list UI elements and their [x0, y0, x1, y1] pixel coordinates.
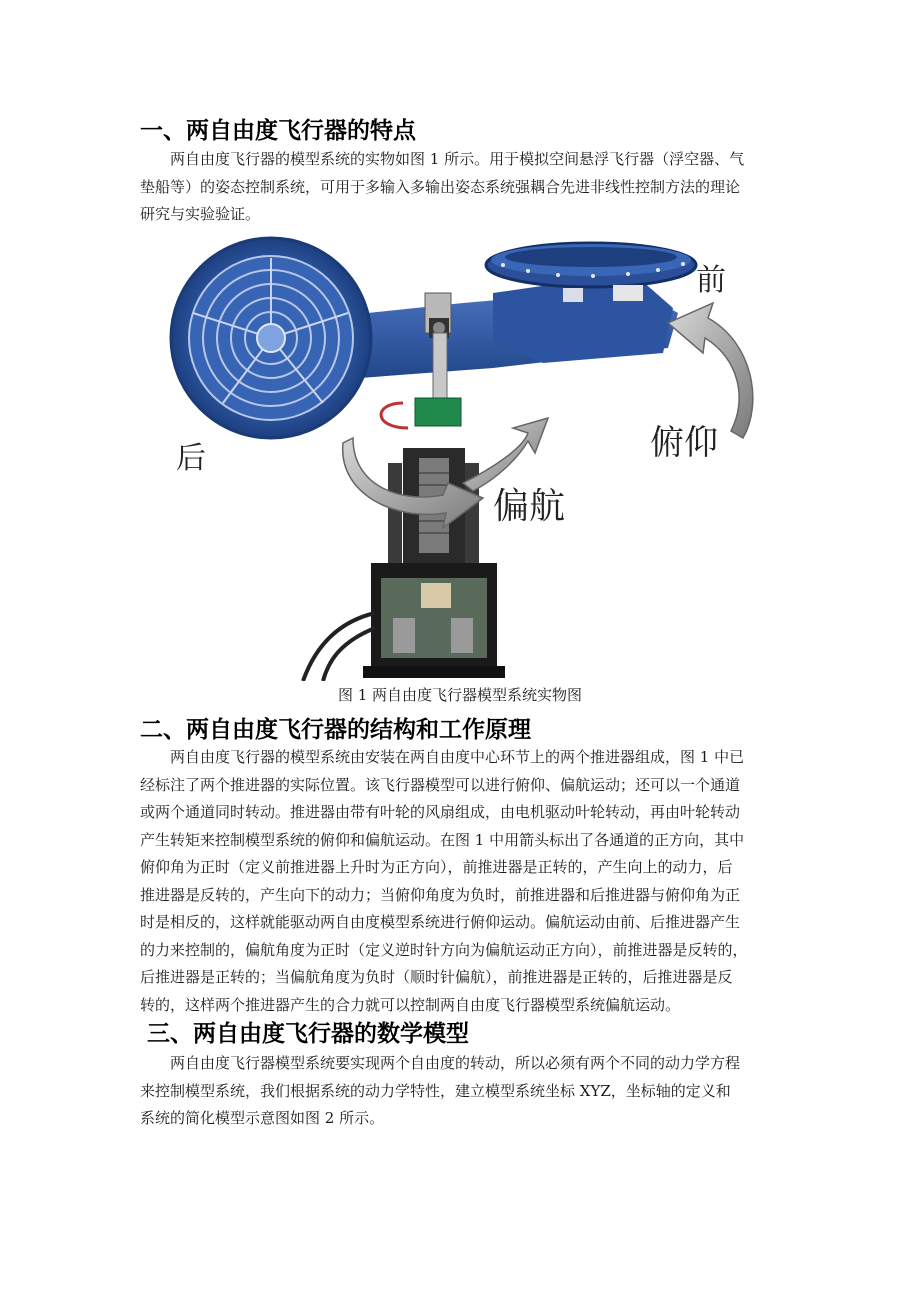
section3-paragraph: [140, 1050, 782, 1133]
section3-heading: 三、两自由度飞行器的数学模型: [147, 1021, 469, 1047]
section3-line-3: 系统的简化模型示意图如图 2 所示。: [140, 1109, 385, 1127]
section2-line-6: 推进器是反转的，产生向下的动力；当俯仰角度为负时，前推进器和后推进器与俯仰角为正: [140, 885, 741, 904]
section1-heading: 一、两自由度飞行器的特点: [140, 118, 416, 144]
base-box: [363, 563, 505, 678]
section3-line-1: 两自由度飞行器模型系统要实现两个自由度的转动，所以必须有两个不同的动力学方程: [170, 1054, 741, 1072]
section2-heading: 二、两自由度飞行器的结构和工作原理: [140, 717, 531, 743]
rear-thruster: [171, 238, 371, 438]
section1-line-3: 研究与实验验证。: [140, 205, 261, 223]
pitch-arrow: [668, 303, 753, 438]
label-pitch: 俯仰: [650, 423, 718, 463]
section2-line-8: 的力来控制的，偏航角度为正时（定义逆时针方向为偏航运动正方向），前推进器是反转的，: [140, 940, 748, 959]
label-yaw: 偏航: [493, 486, 566, 527]
section2-line-1: 两自由度飞行器的模型系统由安装在两自由度中心环节上的两个推进器组成，图 1 中已: [170, 748, 745, 766]
section2-line-7: 时是相反的，这样就能驱动两自由度模型系统进行俯仰运动。偏航运动由前、后推进器产生: [140, 913, 741, 931]
aircraft-model-illustration: [163, 233, 766, 681]
section1-line-1: 两自由度飞行器的模型系统的实物如图 1 所示。用于模拟空间悬浮飞行器（浮空器、气: [170, 150, 745, 168]
section1-paragraph: [140, 146, 782, 229]
section2-line-4: 产生转矩来控制模型系统的俯仰和偏航运动。在图 1 中用箭头标出了各通道的正方向，其中: [140, 830, 745, 849]
section2-line-2: 经标注了两个推进器的实际位置。该飞行器模型可以进行俯仰、偏航运动；还可以一个通道: [140, 775, 741, 794]
section2-line-3: 或两个通道同时转动。推进器由带有叶轮的风扇组成，由电机驱动叶轮转动，再由叶轮转动: [140, 803, 741, 821]
section3-line-2: 来控制模型系统，我们根据系统的动力学特性，建立模型系统坐标 XYZ，坐标轴的定义和: [140, 1081, 731, 1100]
section2-paragraph: [140, 744, 782, 1019]
section2-line-5: 俯仰角为正时（定义前推进器上升时为正方向），前推进器是正转的，产生向上的动力，后: [140, 858, 733, 876]
label-back: 后: [176, 441, 206, 476]
section2-line-10: 转的，这样两个推进器产生的合力就可以控制两自由度飞行器模型系统偏航运动。: [140, 995, 681, 1014]
label-front: 前: [696, 263, 726, 298]
figure-1-photo: [163, 233, 766, 681]
section1-line-2: 垫船等）的姿态控制系统，可用于多输入多输出姿态系统强耦合先进非线性控制方法的理论: [140, 177, 741, 196]
section2-line-9: 后推进器是正转的；当偏航角度为负时（顺时针偏航），前推进器是正转的，后推进器是反: [140, 968, 733, 986]
circuit-board: [415, 398, 461, 426]
figure-1-caption: 图 1 两自由度飞行器模型系统实物图: [337, 686, 583, 704]
